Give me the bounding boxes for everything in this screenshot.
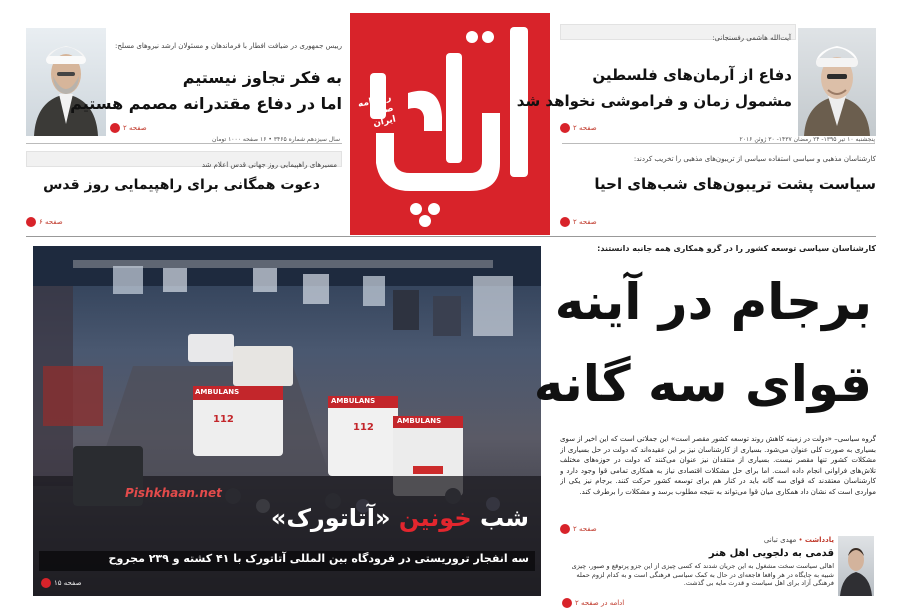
top-right-page-ref[interactable] <box>560 123 597 133</box>
top-left-page-ref[interactable] <box>110 123 147 133</box>
column-section-label: یادداشت • مهدی تبانی <box>763 536 834 544</box>
top-left-headline-1[interactable]: به فکر تجاوز نیستیم <box>182 68 342 87</box>
airport-scene-image <box>33 246 541 596</box>
photo-headline-post: «آتاتورک» <box>270 504 399 532</box>
page-ref-label: صفحه ۶ <box>39 218 63 226</box>
masthead-tagline: روزنامه صبح ایران <box>357 92 397 130</box>
photo-headline-red: خونین <box>398 504 472 532</box>
second-left-kicker-bar <box>26 151 342 167</box>
top-right-kicker-bar <box>560 24 796 40</box>
photo-page-ref[interactable] <box>41 578 82 588</box>
page-ref-label: صفحه ۲ <box>123 124 147 132</box>
column-title[interactable]: قدمی به دلجویی اهل هنر <box>708 548 834 559</box>
page-badge-icon <box>560 524 570 534</box>
ambulance-label: AMBULANS <box>331 397 376 405</box>
divider-line <box>26 143 342 144</box>
second-left-kicker: مسیرهای راهپیمایی روز جهانی قدس اعلام شد <box>201 161 337 169</box>
column-author-photo <box>838 536 874 596</box>
hashemi-portrait <box>798 28 876 136</box>
top-right-headline-2[interactable]: مشمول زمان و فراموشی نخواهد شد <box>516 92 792 110</box>
second-right-kicker: کارشناسان مذهبی و سیاسی استفاده سیاسی از تریبون‌های مذهبی را تخریب کردند: <box>633 155 876 163</box>
page-ref-label: صفحه ۲ <box>573 124 597 132</box>
page-badge-icon <box>560 217 570 227</box>
second-left-story[interactable] <box>26 151 342 233</box>
top-left-kicker: رییس جمهوری در ضیافت افطار با فرماندهان و مسئولان ارشد نیروهای مسلح: <box>114 42 342 50</box>
section-divider <box>26 236 876 237</box>
main-page-ref[interactable] <box>560 524 597 534</box>
watermark: Pishkhaan.net <box>125 486 222 500</box>
page-ref-label: صفحه ۲ <box>573 218 597 226</box>
column-author: مهدی تبانی <box>763 536 797 544</box>
top-right-headline-1[interactable]: دفاع از آرمان‌های فلسطین <box>592 66 792 84</box>
top-left-headline-2[interactable]: اما در دفاع مقتدرانه مصمم هستیم <box>70 94 342 113</box>
main-headline-1[interactable]: برجام در آینه <box>554 273 872 331</box>
column-more-label: ادامه در صفحه ۲ <box>575 599 625 607</box>
top-right-story[interactable] <box>516 24 876 144</box>
column-note[interactable] <box>562 536 876 608</box>
main-body: گروه سیاسی– «دولت در زمینه کاهش روند توسعه کشور مقصر است» این جملاتی است که این اخیر از سوی بسیاری به صورت کلی عنوان می‌شود. بسیاری از کارشناسان نیز بر این عقیده‌اند که دولت در حل بسیاری از مشکلات کشور تنها مقصر نیست. بسیاری از منتقدان نیز عنوان می‌کنند که دولت در حوزه‌های مختلف تلاش‌های فراوانی انجام داده است. اما برای حل مشکلات اقتصادی نیاز به همکاری تمامی قوا وجود دارد و کارشناسان معتقدند که قوای سه گانه باید در کنار هم برای توسعه کشور حرکت کنند. برجام نیز یکی از مواردی است که نشان داد همکاری میان قوا می‌تواند به نتیجه مطلوب برسد و مشکلات را برطرف کند. <box>560 435 876 496</box>
main-headline-2[interactable]: قوای سه گانه <box>533 355 872 413</box>
column-more-link[interactable] <box>562 598 624 608</box>
photo-headline-pre: شب <box>471 504 529 532</box>
date-line: پنجشنبه ۱۰ تیر ۱۳۹۵- ۲۴ رمضان ۱۴۳۷- ۳۰ ژوئن ۲۰۱۶ <box>739 136 875 143</box>
second-left-headline[interactable]: دعوت همگانی برای راهپیمایی روز قدس <box>43 177 320 193</box>
page-badge-icon <box>560 123 570 133</box>
second-left-page-ref[interactable] <box>26 217 63 227</box>
masthead-logo-block[interactable] <box>350 13 550 235</box>
top-left-story[interactable] <box>26 24 342 144</box>
ambulance-number: 112 <box>353 422 374 433</box>
issue-line: سال سیزدهم شماره ۳۴۶۵ • ۱۶ صفحه ۱۰۰۰ تومان <box>211 136 340 143</box>
page-ref-label: صفحه ۱۵ <box>54 579 82 587</box>
masthead-logo-text <box>350 237 550 238</box>
rouhani-portrait <box>26 28 106 136</box>
ambulance-number: 112 <box>213 414 234 425</box>
column-section: یادداشت <box>804 536 834 544</box>
column-body: اهالی سیاست سخت مشغول به این جریان شدند که کسی چیزی از این جزو پرتوقع و صبور، چیزی شبیه به جایگاه در هر واقعا فاجعه‌ای در حال به کمک سیاسی فرهنگی است و به کدام لزوم حمله فرهنگی آزاد برای اهل سیاست و قدرت مایه بی گذشت. <box>571 562 834 587</box>
page-badge-icon <box>41 578 51 588</box>
ambulance-label: AMBULANS <box>397 417 442 425</box>
photo-subhead[interactable]: سه انفجار تروریستی در فرودگاه بین المللی آتاتورک با ۴۱ کشته و ۲۳۹ مجروح <box>108 552 529 565</box>
second-right-story[interactable] <box>560 151 876 233</box>
photo-story[interactable] <box>33 246 541 596</box>
page-badge-icon <box>562 598 572 608</box>
top-right-kicker: آیت‌الله هاشمی رفسنجانی: <box>712 34 791 42</box>
main-kicker: کارشناسان سیاسی توسعه کشور را در گرو همکاری همه جانبه دانستند: <box>597 244 876 253</box>
page-badge-icon <box>26 217 36 227</box>
page-ref-label: صفحه ۲ <box>573 525 597 533</box>
ambulance-label: AMBULANS <box>195 388 240 396</box>
photo-headline[interactable] <box>271 504 529 532</box>
second-right-page-ref[interactable] <box>560 217 597 227</box>
second-right-headline[interactable]: سیاست پشت تریبون‌های شب‌های احیا <box>594 175 876 193</box>
main-story[interactable] <box>533 244 876 534</box>
page-badge-icon <box>110 123 120 133</box>
